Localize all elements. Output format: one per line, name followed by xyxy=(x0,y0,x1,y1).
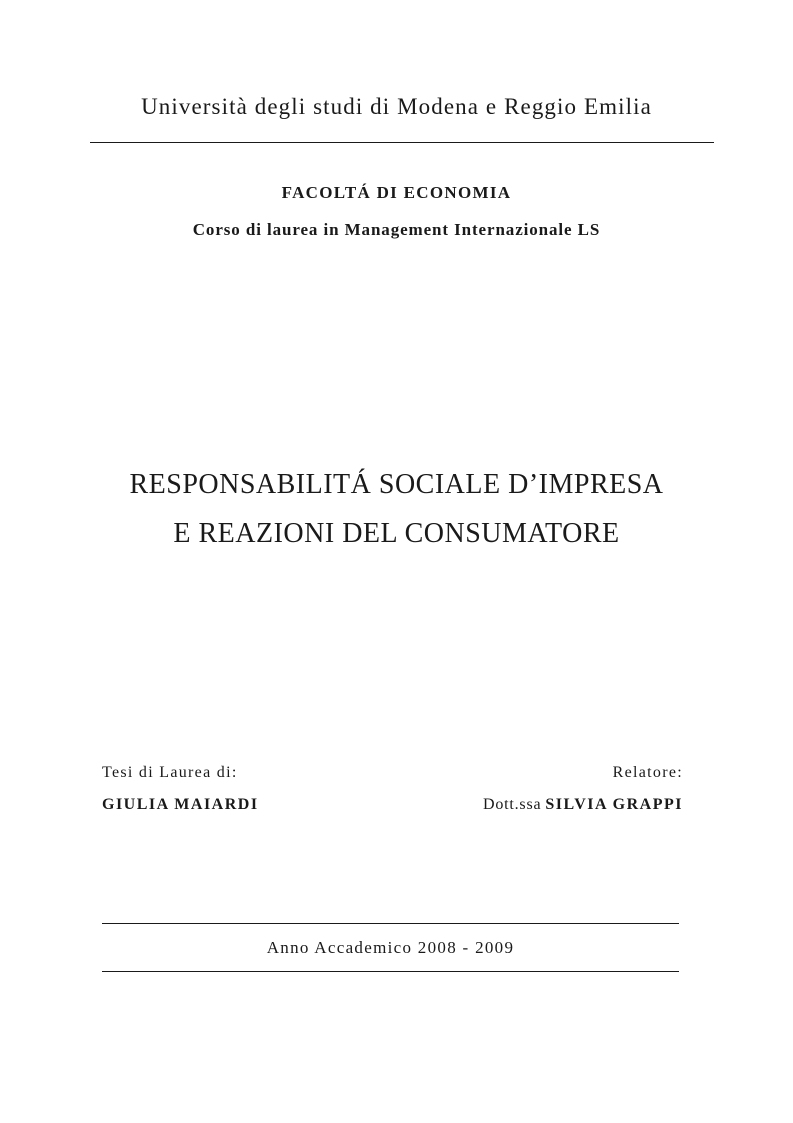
footer-divider-bottom xyxy=(102,971,679,972)
thesis-title-line-2: E REAZIONI DEL CONSUMATORE xyxy=(173,518,620,549)
author-name xyxy=(102,796,259,814)
author-label: Tesi di Laurea di: xyxy=(102,764,238,781)
university-name: Università degli studi di Modena e Reggio Emilia xyxy=(141,94,652,119)
academic-year: Anno Accademico 2008 - 2009 xyxy=(266,938,515,957)
thesis-title-line-1: RESPONSABILITÁ SOCIALE D’IMPRESA xyxy=(129,469,664,500)
course-name: Corso di laurea in Management Internazionale LS xyxy=(192,220,601,239)
supervisor-title: Dott.ssa xyxy=(482,796,542,813)
supervisor-name xyxy=(483,796,683,814)
footer-divider-top xyxy=(102,923,679,924)
faculty-name: FACOLTÁ DI ECONOMIA xyxy=(281,183,512,202)
header-divider xyxy=(90,142,714,143)
author-name-text: GIULIA MAIARDI xyxy=(102,796,259,813)
supervisor-name-text: SILVIA GRAPPI xyxy=(545,796,683,813)
supervisor-label: Relatore: xyxy=(612,764,683,781)
